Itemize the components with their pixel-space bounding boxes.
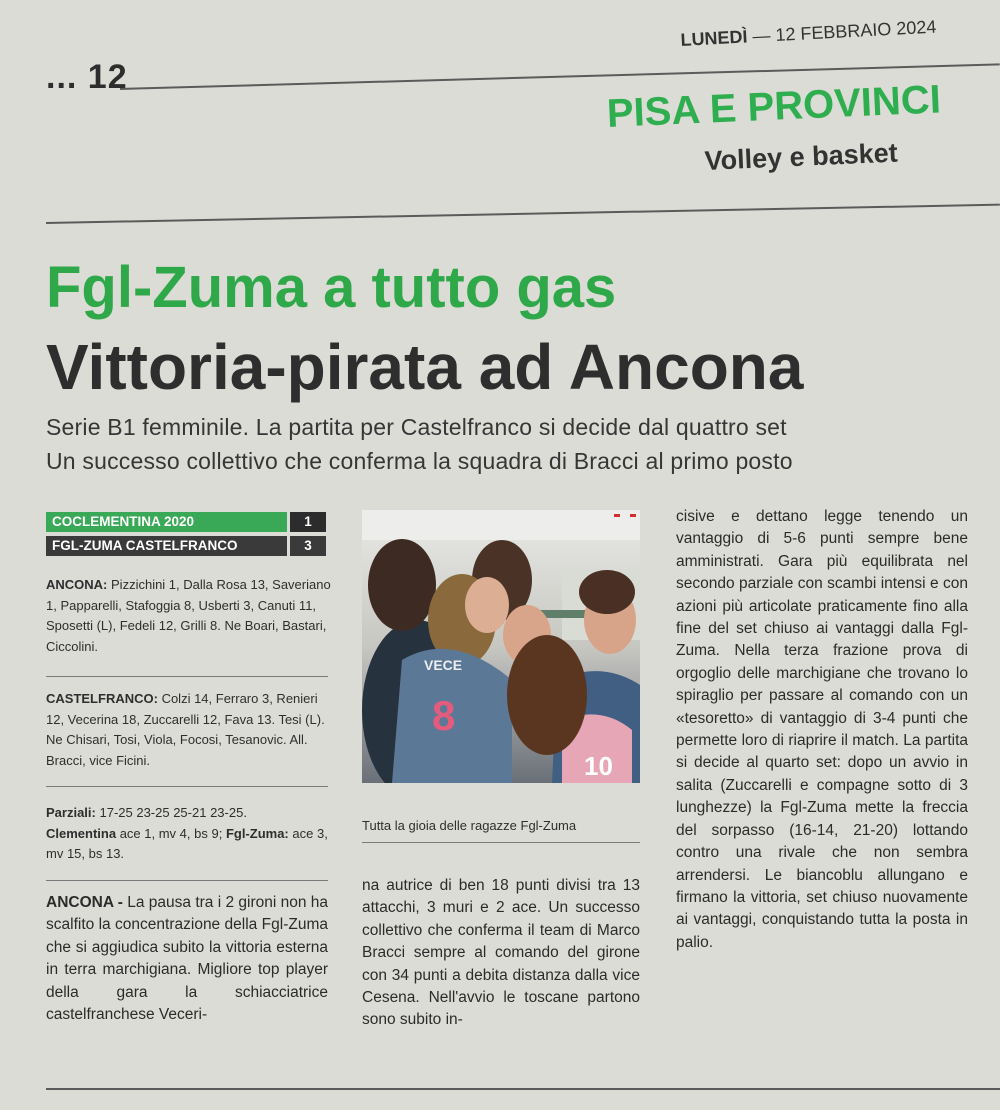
lineup-castelfranco-label: CASTELFRANCO: bbox=[46, 691, 158, 706]
lineup-castelfranco bbox=[46, 689, 331, 771]
footer-rule bbox=[46, 1088, 1000, 1090]
section-title: PISA E PROVINCI bbox=[606, 77, 942, 136]
body-column-2-text: na autrice di ben 18 punti divisi tra 13 attacchi, 3 muri e 2 ace. Un successo collettivo che conferma il team di Marco Bracci sempre al comando del girone con 34 punti a debita distanza dalla vice Cesena. Nell'avvio le toscane partono sono subito in- bbox=[362, 877, 640, 1029]
photo-caption: Tutta la gioia delle ragazze Fgl-Zuma bbox=[362, 818, 577, 833]
lineup-ancona-text: Pizzichini 1, Dalla Rosa 13, Saveriano 1, Papparelli, Stafoggia 8, Usberti 3, Canuti 11, Sposetti (L), Fedeli 12, Grilli 8. Ne Boari, Bastari, Ciccolini. bbox=[46, 577, 331, 654]
score-points-home: 1 bbox=[290, 512, 326, 532]
issue-day: LUNEDÌ bbox=[680, 26, 748, 50]
section-rule bbox=[46, 204, 1000, 224]
lineup-divider-1 bbox=[46, 676, 328, 677]
team-celebration-photo bbox=[362, 510, 640, 783]
body-column-3-text: cisive e dettano legge tenendo un vantaggio di 5-6 punti sempre bene amministrati. Gara più equilibrata nel secondo parziale con scambi intensi e con azioni più articolate praticamente fino alla fine del set chiuso ai vantaggi dalla Fgl-Zuma. Nella terza frazione prova di orgoglio delle marchigiane che trovano lo spiraglio per passare al comando con un «tesoretto» di vantaggio di 3-4 punti che permette loro di riaprire il match. La partita si decide al quarto set: dopo un avvio in salita (Zuccarelli e compagne sotto di 3 lunghezze) la Fgl-Zuma mette la freccia del sorpasso (16-14, 21-20) lottando contro una rivale che non sembra arrendersi. Le biancoblu allungano e firmano la vittoria, set chiuso nuovamente ai vantaggi, conquistando tutta la posta in palio. bbox=[676, 508, 968, 951]
issue-date bbox=[680, 17, 937, 51]
jersey-name: VECE bbox=[424, 657, 463, 673]
subsection-title: Volley e basket bbox=[704, 137, 899, 176]
body-column-1-text: La pausa tra i 2 gironi non ha scalfito la concentrazione della Fgl-Zuma che si aggiudica subito la vittoria esterna in terra marchigiana. Migliore top player della gara la schiacciatrice castelfranchese Veceri- bbox=[46, 894, 329, 1024]
clementina-stats-label: Clementina bbox=[46, 825, 117, 841]
jersey-number-2: 10 bbox=[584, 751, 613, 781]
body-column-2 bbox=[362, 875, 640, 1032]
parziali-label: Parziali: bbox=[46, 805, 96, 820]
body-column-1 bbox=[46, 892, 328, 1026]
caption-rule bbox=[362, 842, 640, 843]
red-marker-2 bbox=[630, 514, 636, 517]
parziali-text: 17-25 23-25 25-21 23-25. bbox=[99, 805, 247, 820]
lineup-divider-3 bbox=[46, 880, 328, 881]
match-stats bbox=[46, 803, 331, 865]
body-column-3 bbox=[676, 506, 968, 954]
lineup-castelfranco-text: Colzi 14, Ferraro 3, Renieri 12, Vecerina 18, Zuccarelli 12, Fava 13. Tesi (L). Ne Chisari, Tosi, Viola, Focosi, Tesanovic. All. Bracci, vice Ficini. bbox=[46, 691, 325, 768]
summary-line-1: Serie B1 femminile. La partita per Castelfranco si decide dal quattro set bbox=[46, 414, 787, 440]
clementina-stats-text: ace 1, mv 4, bs 9; bbox=[119, 825, 223, 841]
jersey-number: 8 bbox=[432, 692, 456, 739]
score-team-away: FGL-ZUMA CASTELFRANCO bbox=[46, 536, 287, 556]
fglzuma-stats-text: ace 3, mv 15, bs 13. bbox=[46, 825, 328, 861]
summary-line-2: Un successo collettivo che conferma la squadra di Bracci al primo posto bbox=[46, 448, 793, 474]
lineup-ancona bbox=[46, 575, 331, 657]
score-team-home: COCLEMENTINA 2020 bbox=[46, 512, 287, 532]
red-marker-1 bbox=[614, 514, 620, 517]
page-number: ... 12 bbox=[46, 58, 128, 96]
headline-kicker: Fgl-Zuma a tutto gas bbox=[46, 255, 617, 320]
score-points-away: 3 bbox=[290, 536, 326, 556]
lineup-divider-2 bbox=[46, 786, 328, 787]
score-row-away bbox=[46, 536, 326, 556]
photo-illustration bbox=[362, 510, 640, 783]
score-row-home bbox=[46, 512, 326, 532]
issue-date-text: — 12 FEBBRAIO 2024 bbox=[751, 16, 937, 47]
body-dateline: ANCONA - bbox=[46, 894, 123, 911]
headline-main: Vittoria-pirata ad Ancona bbox=[46, 331, 804, 403]
lineup-ancona-label: ANCONA: bbox=[46, 577, 108, 592]
fglzuma-stats-label: Fgl-Zuma: bbox=[225, 825, 289, 841]
